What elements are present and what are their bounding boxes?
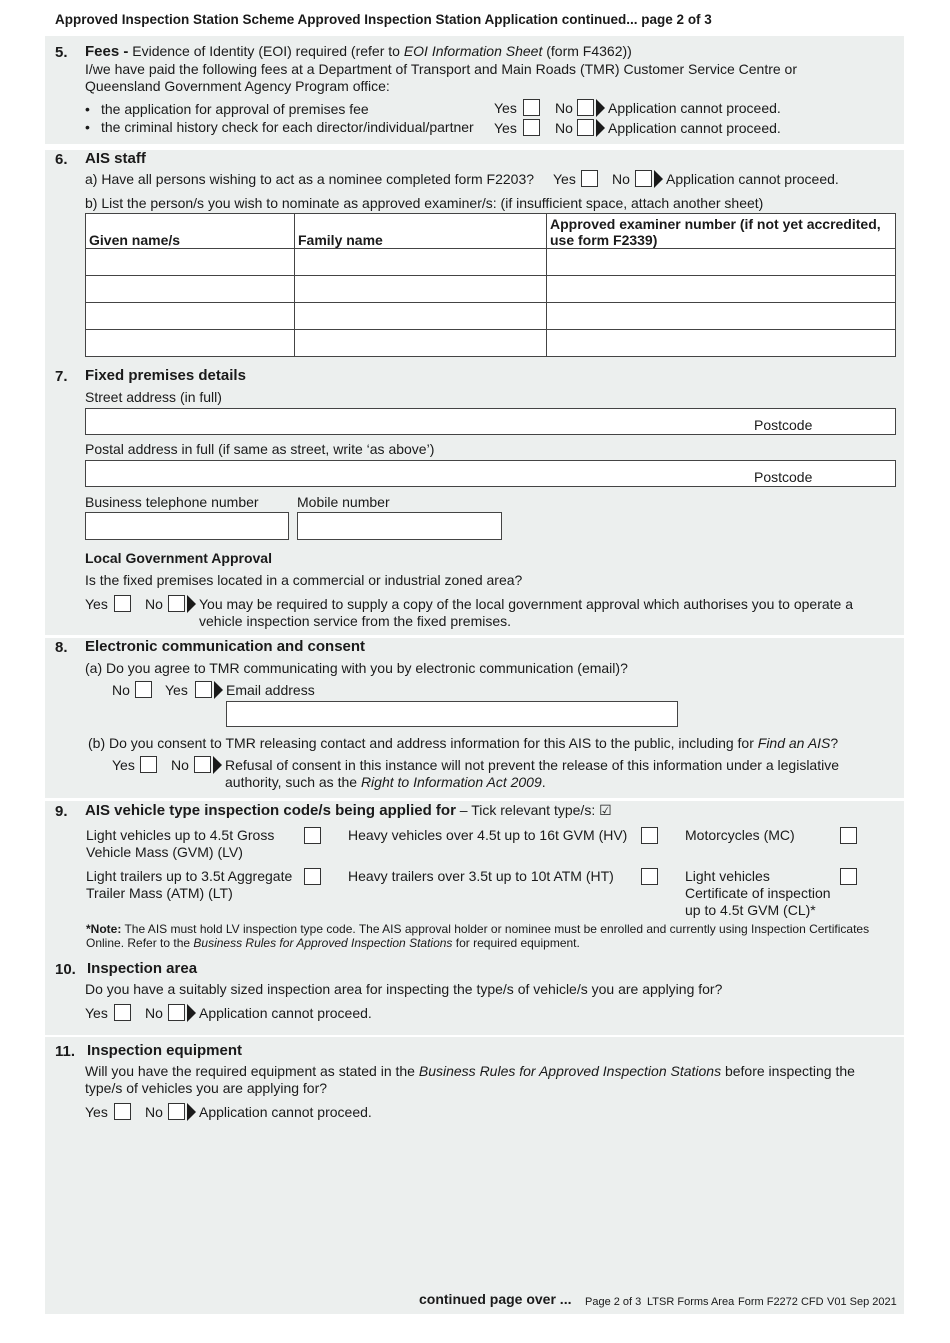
inspection-area-question: Do you have a suitably sized inspection area for inspecting the type/s of vehicle/s you are applying for? <box>85 981 723 997</box>
release-no-label: No <box>171 757 189 773</box>
refusal-note-text: Refusal of consent in this instance will not prevent the release of this information under a legislative authority, such as the <box>225 757 840 790</box>
family-name-cell[interactable] <box>295 249 547 276</box>
release-consent-text: (b) Do you consent to TMR releasing contact and address information for this AIS to the public, including for <box>88 735 758 751</box>
given-name-cell[interactable] <box>86 276 295 303</box>
given-name-cell[interactable] <box>86 303 295 330</box>
street-address-label: Street address (in full) <box>85 389 222 405</box>
given-name-cell[interactable] <box>86 249 295 276</box>
fee-criminal-no-label: No <box>555 120 573 136</box>
area-no-checkbox[interactable] <box>168 1004 185 1021</box>
nominee-no-checkbox[interactable] <box>635 170 652 187</box>
lv-label: Light vehicles up to 4.5t Gross Vehicle Mass (GVM) (LV) <box>86 827 275 860</box>
lga-no-checkbox[interactable] <box>168 595 185 612</box>
cl-checkbox[interactable] <box>840 868 857 885</box>
note-text: The AIS must hold LV inspection type code. The AIS approval holder or nominee must be enrolled and currently using Inspection Certificates Online. Refer to the <box>86 922 870 950</box>
business-phone-label: Business telephone number <box>85 494 259 510</box>
col-given-name: Given name/s <box>86 214 295 249</box>
release-yes-label: Yes <box>112 757 135 773</box>
continued-page-over: continued page over ... <box>419 1291 572 1307</box>
equipment-question <box>85 1063 885 1097</box>
rti-act-ref: Right to Information Act 2009 <box>360 774 542 790</box>
business-rules-ref: Business Rules for Approved Inspection Stations <box>193 936 453 950</box>
fees-lead: Evidence of Identity (EOI) required (refer to <box>128 43 404 59</box>
business-rules-ref: Business Rules for Approved Inspection Stations <box>418 1063 722 1079</box>
section-11-number: 11. <box>55 1043 76 1060</box>
arrow-right-icon <box>596 99 605 117</box>
street-postcode-label: Postcode <box>754 417 813 433</box>
hv-label: Heavy vehicles over 4.5t up to 16t GVM (HV) <box>348 827 628 843</box>
postal-postcode-label: Postcode <box>754 469 813 485</box>
fee-criminal-yes-checkbox[interactable] <box>523 119 540 136</box>
examiner-number-cell[interactable] <box>547 303 896 330</box>
table-row <box>86 249 896 276</box>
email-yes-label: Yes <box>165 682 188 698</box>
section-10-title: Inspection area <box>87 960 198 977</box>
section-6-title: AIS staff <box>85 150 146 167</box>
footer-forms-area: LTSR Forms Area <box>647 1296 735 1308</box>
equipment-yes-checkbox[interactable] <box>114 1103 131 1120</box>
arrow-right-icon <box>596 119 605 137</box>
nominee-cannot-proceed: Application cannot proceed. <box>666 171 839 187</box>
equipment-cannot-proceed: Application cannot proceed. <box>199 1104 372 1120</box>
release-yes-checkbox[interactable] <box>140 756 157 773</box>
fee-criminal-cannot-proceed: Application cannot proceed. <box>608 120 781 136</box>
email-address-label: Email address <box>226 682 315 698</box>
email-no-label: No <box>112 682 130 698</box>
arrow-right-icon <box>654 170 663 188</box>
examiner-number-cell[interactable] <box>547 276 896 303</box>
bullet-icon: • <box>85 119 90 135</box>
fee-criminal-yes-label: Yes <box>494 120 517 136</box>
cl-label: Light vehicles Certificate of inspection up to 4.5t GVM (CL)* <box>685 868 831 918</box>
fee-criminal-check-label: the criminal history check for each director/individual/partner <box>101 119 474 135</box>
table-row <box>86 303 896 330</box>
tick-instruction: – Tick relevant type/s: ☑ <box>455 802 612 818</box>
lv-checkbox[interactable] <box>304 827 321 844</box>
lt-label: Light trailers up to 3.5t Aggregate Trailer Mass (ATM) (LT) <box>86 868 293 901</box>
email-address-input[interactable] <box>226 701 678 727</box>
examiner-number-cell[interactable] <box>547 249 896 276</box>
given-name-cell[interactable] <box>86 330 295 357</box>
section-5-number: 5. <box>55 44 68 61</box>
bullet-icon: • <box>85 101 90 117</box>
section-8-number: 8. <box>55 639 68 656</box>
lt-checkbox[interactable] <box>304 868 321 885</box>
email-no-checkbox[interactable] <box>135 681 152 698</box>
release-no-checkbox[interactable] <box>194 756 211 773</box>
footer-version: V01 Sep 2021 <box>827 1296 897 1308</box>
hv-checkbox[interactable] <box>641 827 658 844</box>
mc-label: Motorcycles (MC) <box>685 827 795 843</box>
table-row <box>86 276 896 303</box>
ht-checkbox[interactable] <box>641 868 658 885</box>
fees-lead-tail: (form F4362)) <box>542 43 632 59</box>
examiner-number-cell[interactable] <box>547 330 896 357</box>
table-header-row <box>86 214 896 249</box>
eoi-sheet-ref: EOI Information Sheet <box>403 43 543 59</box>
business-phone-input[interactable] <box>85 512 289 540</box>
email-yes-checkbox[interactable] <box>195 681 212 698</box>
mc-checkbox[interactable] <box>840 827 857 844</box>
family-name-cell[interactable] <box>295 330 547 357</box>
section-5-title: Fees - <box>85 43 129 60</box>
arrow-right-icon <box>214 681 223 699</box>
section-8-title: Electronic communication and consent <box>85 638 366 655</box>
col-family-name: Family name <box>295 214 547 249</box>
arrow-right-icon <box>187 1004 196 1022</box>
refusal-note-tail: . <box>541 774 546 790</box>
family-name-cell[interactable] <box>295 303 547 330</box>
footer-page-number: Page 2 of 3 <box>585 1296 642 1308</box>
mobile-label: Mobile number <box>297 494 390 510</box>
lga-no-label: No <box>145 596 163 612</box>
section-7-title: Fixed premises details <box>85 367 246 384</box>
area-cannot-proceed: Application cannot proceed. <box>199 1005 372 1021</box>
note-label: *Note: <box>86 922 122 936</box>
section-11-title: Inspection equipment <box>87 1042 243 1059</box>
section-6-number: 6. <box>55 151 68 168</box>
area-no-label: No <box>145 1005 163 1021</box>
section-5-title-line <box>85 43 632 60</box>
footer-form-number: Form F2272 CFD <box>738 1296 824 1308</box>
equipment-no-label: No <box>145 1104 163 1120</box>
release-consent-question <box>88 735 838 752</box>
release-refusal-note <box>225 757 885 791</box>
release-consent-tail: ? <box>830 735 839 751</box>
equipment-no-checkbox[interactable] <box>168 1103 185 1120</box>
section-9-title-line <box>85 802 612 819</box>
family-name-cell[interactable] <box>295 276 547 303</box>
fees-paragraph: I/we have paid the following fees at a Department of Transport and Main Roads (TMR) Customer Service Centre or Queensland Government Agency Program office: <box>85 61 797 94</box>
nominee-yes-checkbox[interactable] <box>581 170 598 187</box>
arrow-right-icon <box>187 1103 196 1121</box>
table-row <box>86 330 896 357</box>
note-tail: for required equipment. <box>452 936 580 950</box>
equipment-question-tail: before inspecting the type/s of vehicles you are applying for? <box>85 1063 855 1096</box>
lga-title: Local Government Approval <box>85 550 272 566</box>
section-9-number: 9. <box>55 803 68 820</box>
arrow-right-icon <box>187 595 196 613</box>
page-header: Approved Inspection Station Scheme Approved Inspection Station Application continued... page 2 of 3 <box>55 12 712 27</box>
email-consent-question: (a) Do you agree to TMR communicating with you by electronic communication (email)? <box>85 660 628 676</box>
ht-label: Heavy trailers over 3.5t up to 10t ATM (HT) <box>348 868 614 884</box>
fee-criminal-no-checkbox[interactable] <box>577 119 594 136</box>
examiner-question: b) List the person/s you wish to nominate as approved examiner/s: (if insufficient space, attach another sheet) <box>85 195 764 211</box>
examiner-table <box>85 213 896 357</box>
lv-code-note <box>86 922 886 950</box>
nominee-yes-label: Yes <box>553 171 576 187</box>
section-7-number: 7. <box>55 368 68 385</box>
find-an-ais-ref: Find an AIS <box>757 735 831 751</box>
section-10-number: 10. <box>55 961 76 978</box>
lga-yes-label: Yes <box>85 596 108 612</box>
nominee-question: a) Have all persons wishing to act as a nominee completed form F2203? <box>85 171 535 187</box>
lga-note: You may be required to supply a copy of the local government approval which authorises you to operate a vehicle inspection service from the fixed premises. <box>199 596 853 629</box>
fee-premises-label: the application for approval of premises fee <box>101 101 369 117</box>
fee-premises-no-label: No <box>555 100 573 116</box>
section-9-title: AIS vehicle type inspection code/s being applied for <box>85 802 456 819</box>
fee-premises-no-checkbox[interactable] <box>577 99 594 116</box>
lga-question: Is the fixed premises located in a commercial or industrial zoned area? <box>85 572 523 588</box>
mobile-input[interactable] <box>297 512 502 540</box>
area-yes-label: Yes <box>85 1005 108 1021</box>
area-yes-checkbox[interactable] <box>114 1004 131 1021</box>
postal-address-label: Postal address in full (if same as street, write ‘as above’) <box>85 441 435 457</box>
fee-premises-cannot-proceed: Application cannot proceed. <box>608 100 781 116</box>
equipment-yes-label: Yes <box>85 1104 108 1120</box>
arrow-right-icon <box>213 756 222 774</box>
equipment-question-text: Will you have the required equipment as stated in the <box>85 1063 419 1079</box>
lga-yes-checkbox[interactable] <box>114 595 131 612</box>
col-examiner-number: Approved examiner number (if not yet accredited, use form F2339) <box>547 214 896 249</box>
fee-premises-yes-checkbox[interactable] <box>523 99 540 116</box>
fee-premises-yes-label: Yes <box>494 100 517 116</box>
nominee-no-label: No <box>612 171 630 187</box>
